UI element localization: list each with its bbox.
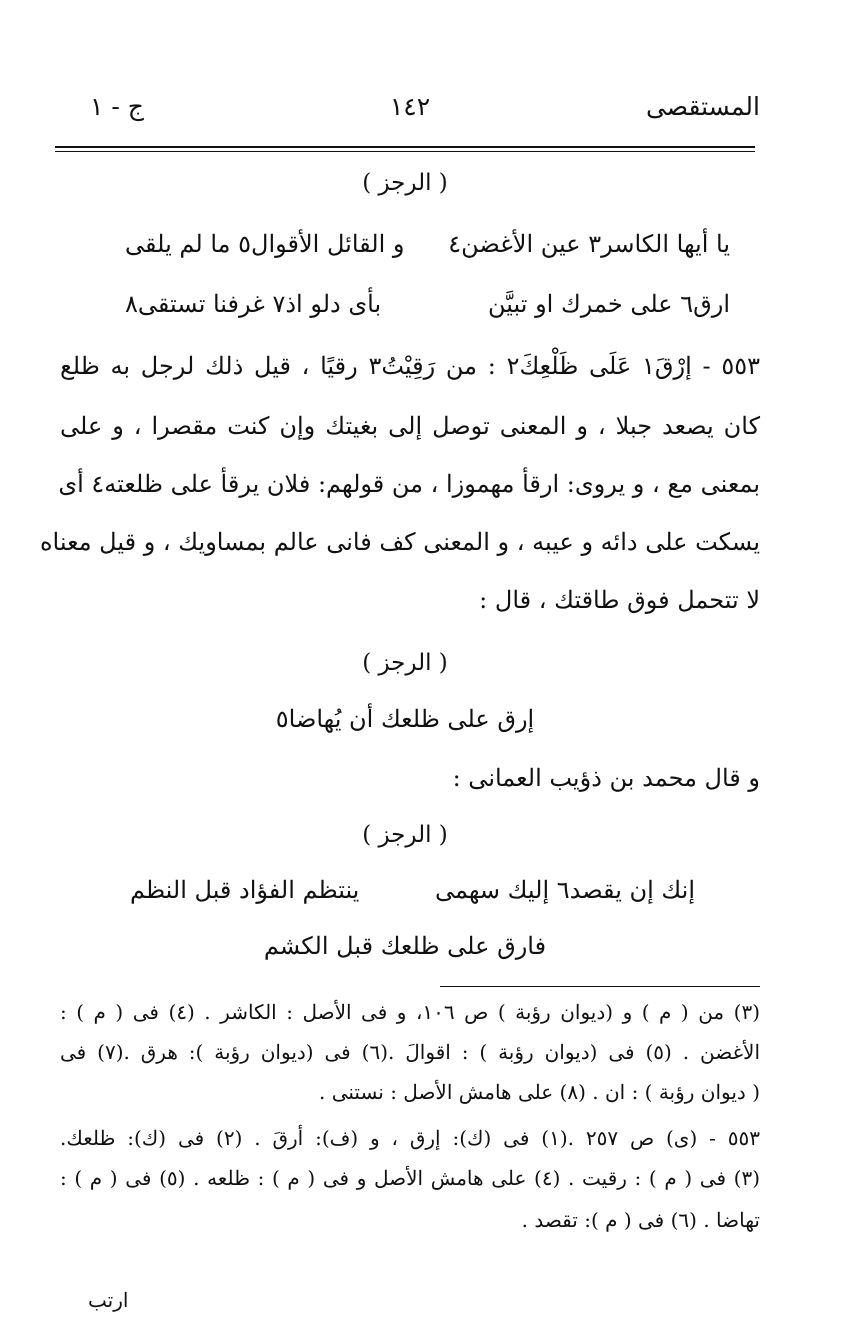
- meter-label: ( الرجز ): [362, 822, 448, 848]
- footnote-rule: [440, 986, 760, 987]
- verse-quote: إرق على ظلعك أن يُهاضا٥: [275, 705, 535, 733]
- volume-label: ج - ١: [90, 92, 144, 121]
- verse-hemistich-left: بأى دلو اذ٧ غرفنا تستقى٨: [125, 290, 382, 318]
- verse-hemistich-left: و القائل الأقوال٥ ما لم يلقى: [125, 230, 405, 258]
- entry-text-line: بمعنى مع ، و يروى: ارقأ مهموزا ، من قولهم: فلان يرقأ على ظلعته٤ أى: [58, 470, 760, 498]
- footnote-line: ( ديوان رؤبة ) : ان . (٨) على هامش الأصل : نستنى .: [318, 1080, 760, 1104]
- verse-hemistich-right: ارق٦ على خمرك او تبيَّن: [488, 290, 730, 318]
- verse-hemistich-right: إنك إن يقصد٦ إليك سهمى: [434, 876, 695, 904]
- footnote-line: ٥٥٣ - (ى) ص ٢٥٧ .(١) فى (ك): إرق ، و (ف): أرقَ . (٢) فى (ك): ظلعك.: [60, 1126, 760, 1150]
- footnote-line: (٣) فى ( م ) : رقيت . (٤) على هامش الأصل و فى ( م ) : ظلعه . (٥) فى ( م ) :: [60, 1166, 761, 1190]
- running-header: [60, 92, 760, 134]
- entry-text-line: كان يصعد جبلا ، و المعنى توصل إلى بغيتك وإن كنت مقصرا ، و على: [60, 412, 760, 440]
- verse-line-centered: فارق على ظلعك قبل الكشم: [263, 932, 547, 960]
- verse-line: [75, 876, 755, 916]
- page-number: ١٤٢: [389, 92, 431, 121]
- entry-text-line: ٥٥٣ - إرْقَ١ عَلَى ظَلْعِكَ٢ : من رَقِيْتُ٣ رقيًا ، قيل ذلك لرجل به ظلع: [60, 352, 760, 380]
- footnote-line: (٣) من ( م ) و (ديوان رؤبة ) ص ١٠٦، و فى الأصل : الكاشر . (٤) فى ( م ) :: [60, 1000, 761, 1024]
- verse-hemistich-right: يا أيها الكاسر٣ عين الأغضن٤: [448, 230, 730, 258]
- meter-label: ( الرجز ): [362, 170, 448, 196]
- header-rule-top: [55, 146, 755, 148]
- entry-text-line: يسكت على دائه و عيبه ، و المعنى كف فانى عالم بمساويك ، و قيل معناه: [39, 528, 760, 556]
- verse-hemistich-left: ينتظم الفؤاد قبل النظم: [130, 876, 360, 904]
- header-rule-bottom: [55, 151, 755, 152]
- catchword: ارتب: [88, 1288, 129, 1312]
- verse-line: [75, 290, 755, 330]
- footnote-line: الأغضن . (٥) فى (ديوان رؤبة ) : اقوالَ .(٦) فى (ديوان رؤبة ): هرق .(٧) فى: [60, 1040, 761, 1064]
- entry-text-line: لا تتحمل فوق طاقتك ، قال :: [479, 586, 760, 614]
- book-title: المستقصى: [645, 92, 760, 121]
- footnote-line: تهاضا . (٦) فى ( م ): تقصد .: [521, 1208, 760, 1232]
- meter-label: ( الرجز ): [362, 650, 448, 676]
- attribution-line: و قال محمد بن ذؤيب العمانى :: [452, 764, 760, 792]
- verse-line: [75, 230, 755, 270]
